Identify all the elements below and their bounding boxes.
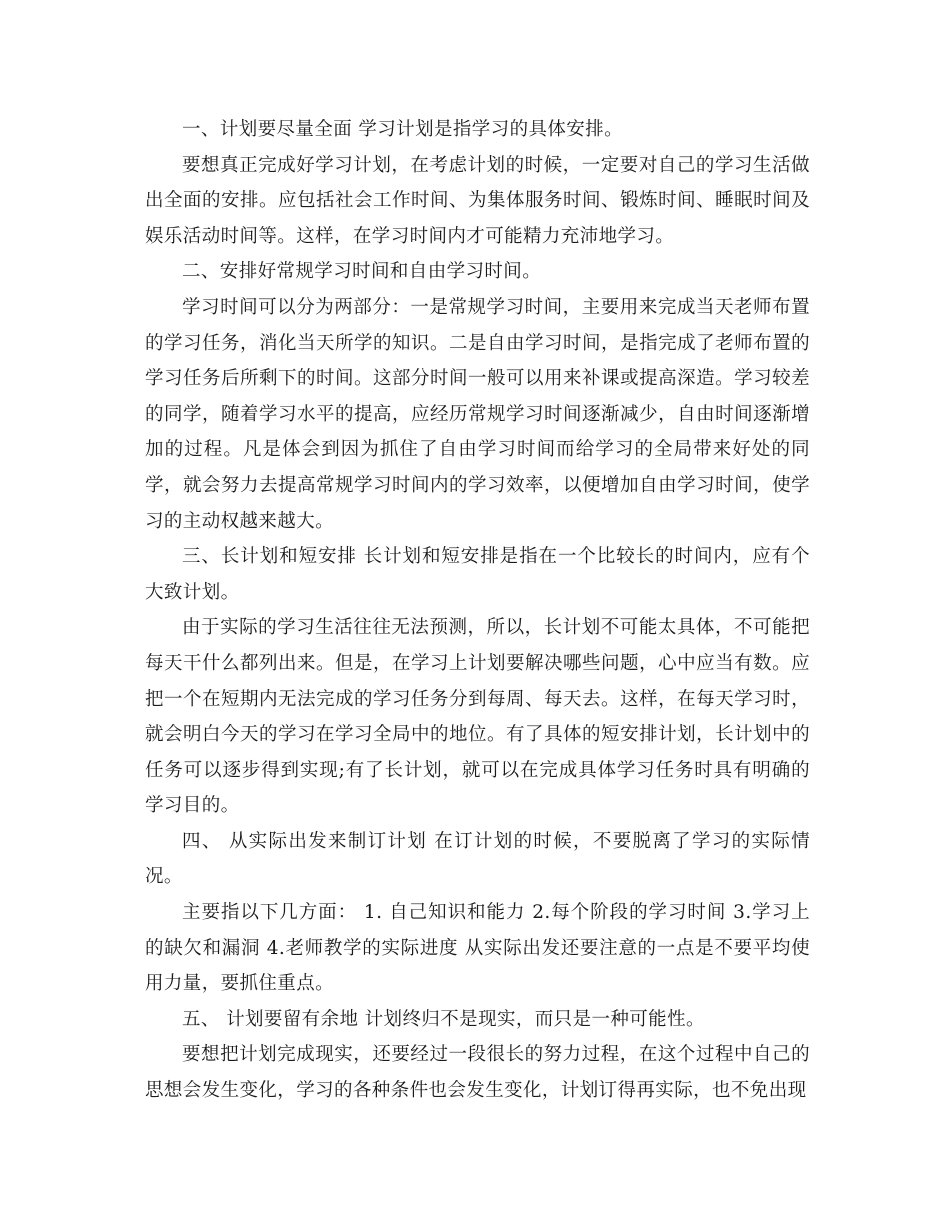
paragraph-2: 学习时间可以分为两部分：一是常规学习时间，主要用来完成当天老师布置的学习任务，消化当天所学的知识。二是自由学习时间，是指完成了老师布置的学习任务后所剩下的时间。这部分时间一般可以用来补课或提高深造。学习较差的同学，随着学习水平的提高，应经历常规学习时间逐渐减少，自由时间逐渐增加的过程。凡是体会到因为抓住了自由学习时间而给学习的全局带来好处的同学，就会努力去提高常规学习时间内的学习效率，以便增加自由学习时间，使学习的主动权越来越大。: [145, 296, 810, 532]
paragraph-4: 主要指以下几方面： 1. 自己知识和能力 2.每个阶段的学习时间 3.学习上的缺欠和漏洞 4.老师教学的实际进度 从实际出发还要注意的一点是不要平均使用力量，要抓住重点。: [145, 902, 810, 995]
section-heading-2: 二、安排好常规学习时间和自由学习时间。: [182, 261, 542, 283]
section-heading-3: 三、长计划和短安排 长计划和短安排是指在一个比较长的时间内，应有个大致计划。: [145, 546, 810, 603]
paragraph-5: 要想把计划完成现实，还要经过一段很长的努力过程，在这个过程中自己的思想会发生变化，学习的各种条件也会发生变化，计划订得再实际，也不免出现: [145, 1044, 810, 1102]
section-heading-5: 五、 计划要留有余地 计划终归不是现实，而只是一种可能性。: [182, 1008, 705, 1030]
section-heading-1: 一、计划要尽量全面 学习计划是指学习的具体安排。: [182, 119, 623, 140]
section-heading-4: 四、 从实际出发来制订计划 在订计划的时候，不要脱离了学习的实际情况。: [145, 830, 810, 888]
paragraph-1: 要想真正完成好学习计划，在考虑计划的时候，一定要对自己的学习生活做出全面的安排。应包括社会工作时间、为集体服务时间、锻炼时间、睡眠时间及娱乐活动时间等。这样，在学习时间内才可能精力充沛地学习。: [145, 154, 810, 247]
document-body: [145, 112, 810, 1109]
paragraph-3: 由于实际的学习生活往往无法预测，所以，长计划不可能太具体，不可能把每天干什么都列出来。但是，在学习上计划要解决哪些问题，心中应当有数。应把一个在短期内无法完成的学习任务分到每周、每天去。这样，在每天学习时，就会明白今天的学习在学习全局中的地位。有了具体的短安排计划，长计划中的任务可以逐步得到实现;有了长计划，就可以在完成具体学习任务时具有明确的学习目的。: [145, 617, 810, 817]
